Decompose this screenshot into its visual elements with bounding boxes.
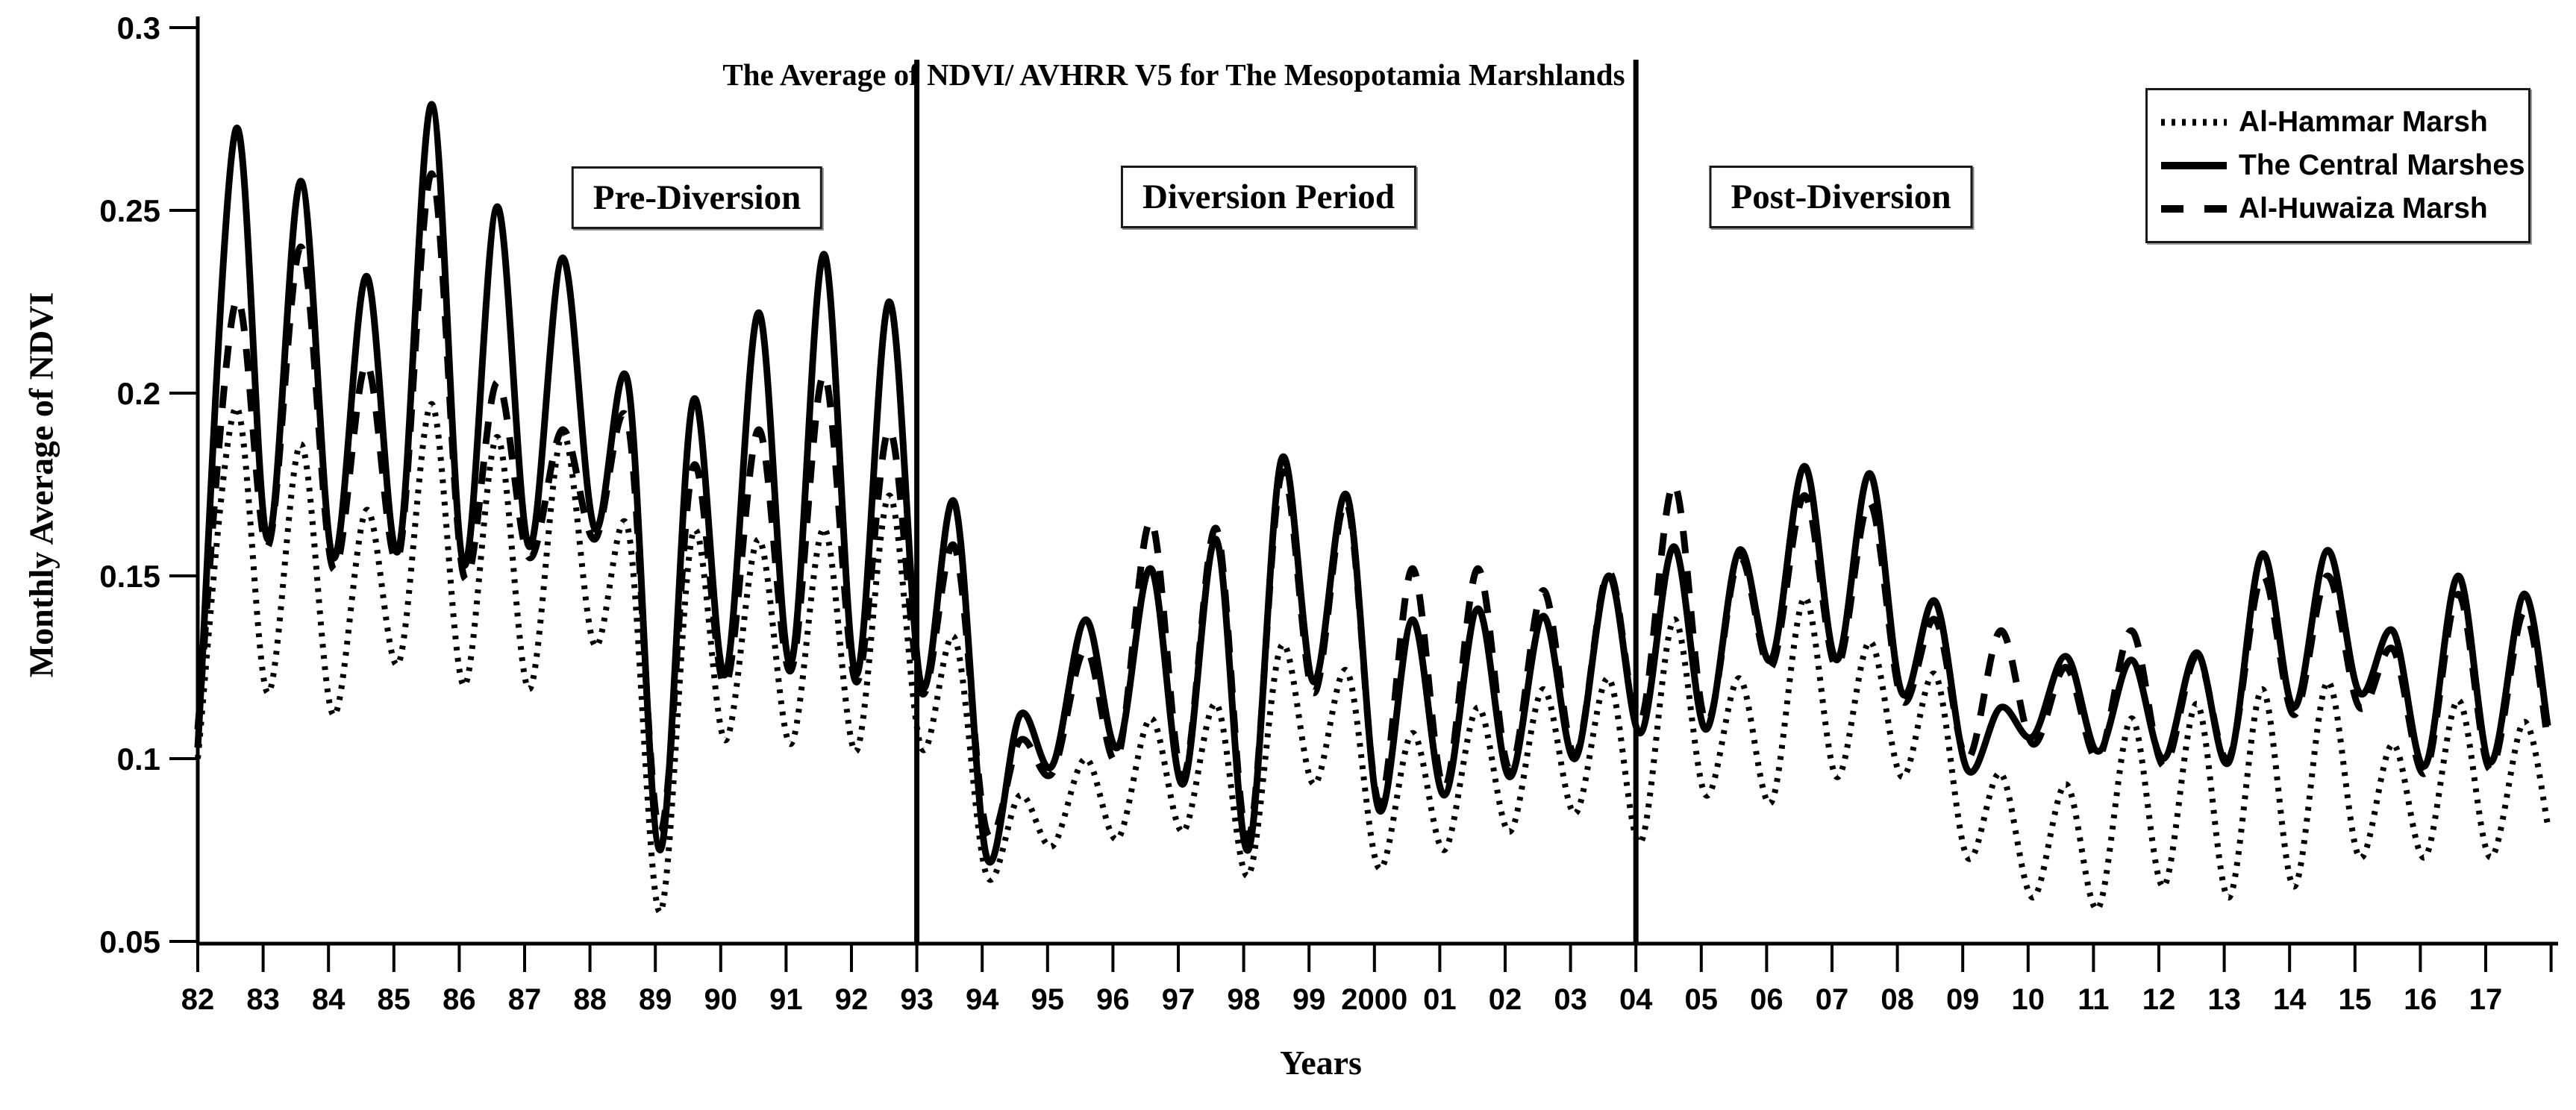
- solid-line-icon: [2160, 160, 2228, 171]
- y-tick-label: 0.1: [116, 741, 160, 777]
- x-tick-label: 94: [965, 983, 999, 1016]
- x-tick-label: 95: [1031, 983, 1065, 1016]
- x-tick-label: 12: [2142, 983, 2176, 1016]
- x-tick-label: 07: [1815, 983, 1849, 1016]
- x-tick-label: 02: [1488, 983, 1522, 1016]
- y-tick-label: 0.2: [116, 376, 160, 411]
- x-tick-label: 10: [2011, 983, 2045, 1016]
- x-tick-label: 98: [1227, 983, 1260, 1016]
- x-tick-label: 04: [1619, 983, 1653, 1016]
- dashed-line-icon: [2160, 204, 2228, 214]
- x-axis-title: Years: [1280, 1044, 1362, 1082]
- y-tick-label: 0.3: [116, 10, 160, 46]
- x-tick-label: 97: [1161, 983, 1195, 1016]
- annotation-pre-diversion: Pre-Diversion: [572, 166, 822, 229]
- x-tick-label: 13: [2207, 983, 2241, 1016]
- x-tick-label: 03: [1554, 983, 1587, 1016]
- legend-item-central-marshes: [2160, 144, 2525, 187]
- x-tick-label: 06: [1750, 983, 1783, 1016]
- x-tick-label: 87: [507, 983, 542, 1016]
- x-tick-label: 14: [2272, 983, 2307, 1016]
- x-tick-label: 92: [834, 983, 869, 1016]
- dotted-line-icon: [2160, 117, 2228, 128]
- legend-label: Al-Huwaiza Marsh: [2239, 192, 2488, 225]
- x-tick-label: 16: [2404, 983, 2437, 1016]
- x-tick-label: 91: [769, 983, 803, 1016]
- x-tick-label: 93: [900, 983, 934, 1016]
- annotation-post-diversion: Post-Diversion: [1709, 166, 1972, 228]
- x-tick-label: 96: [1096, 983, 1130, 1016]
- x-tick-label: 99: [1292, 983, 1326, 1016]
- legend-box: [2145, 88, 2530, 243]
- x-tick-label: 11: [2078, 983, 2110, 1016]
- x-tick-label: 88: [573, 983, 607, 1016]
- x-tick-label: 82: [181, 983, 215, 1016]
- x-tick-label: 90: [704, 983, 738, 1016]
- x-tick-label: 17: [2469, 983, 2503, 1016]
- legend-item-al-hammar: [2160, 101, 2521, 144]
- x-tick-label: 84: [311, 983, 346, 1016]
- x-tick-label: 2000: [1341, 983, 1408, 1016]
- legend-item-al-huwaiza: [2160, 187, 2521, 231]
- x-tick-label: 85: [377, 983, 411, 1016]
- chart-title: The Average of NDVI/ AVHRR V5 for The Mesopotamia Marshlands: [722, 57, 1625, 92]
- x-tick-label: 15: [2338, 983, 2372, 1016]
- y-axis-title: Monthly Average of NDVI: [22, 292, 60, 678]
- x-tick-label: 86: [443, 983, 476, 1016]
- annotation-diversion-period: Diversion Period: [1121, 166, 1416, 228]
- legend-label: Al-Hammar Marsh: [2239, 106, 2488, 138]
- x-tick-label: 08: [1881, 983, 1914, 1016]
- y-tick-label: 0.25: [99, 193, 160, 228]
- x-tick-label: 09: [1945, 983, 1980, 1016]
- x-tick-label: 05: [1684, 983, 1719, 1016]
- x-tick-label: 83: [246, 983, 280, 1016]
- x-tick-label: 89: [638, 983, 672, 1016]
- y-tick-label: 0.15: [99, 559, 160, 594]
- y-tick-label: 0.05: [99, 924, 160, 959]
- x-tick-label: 01: [1423, 983, 1457, 1016]
- legend-label: The Central Marshes: [2239, 149, 2525, 181]
